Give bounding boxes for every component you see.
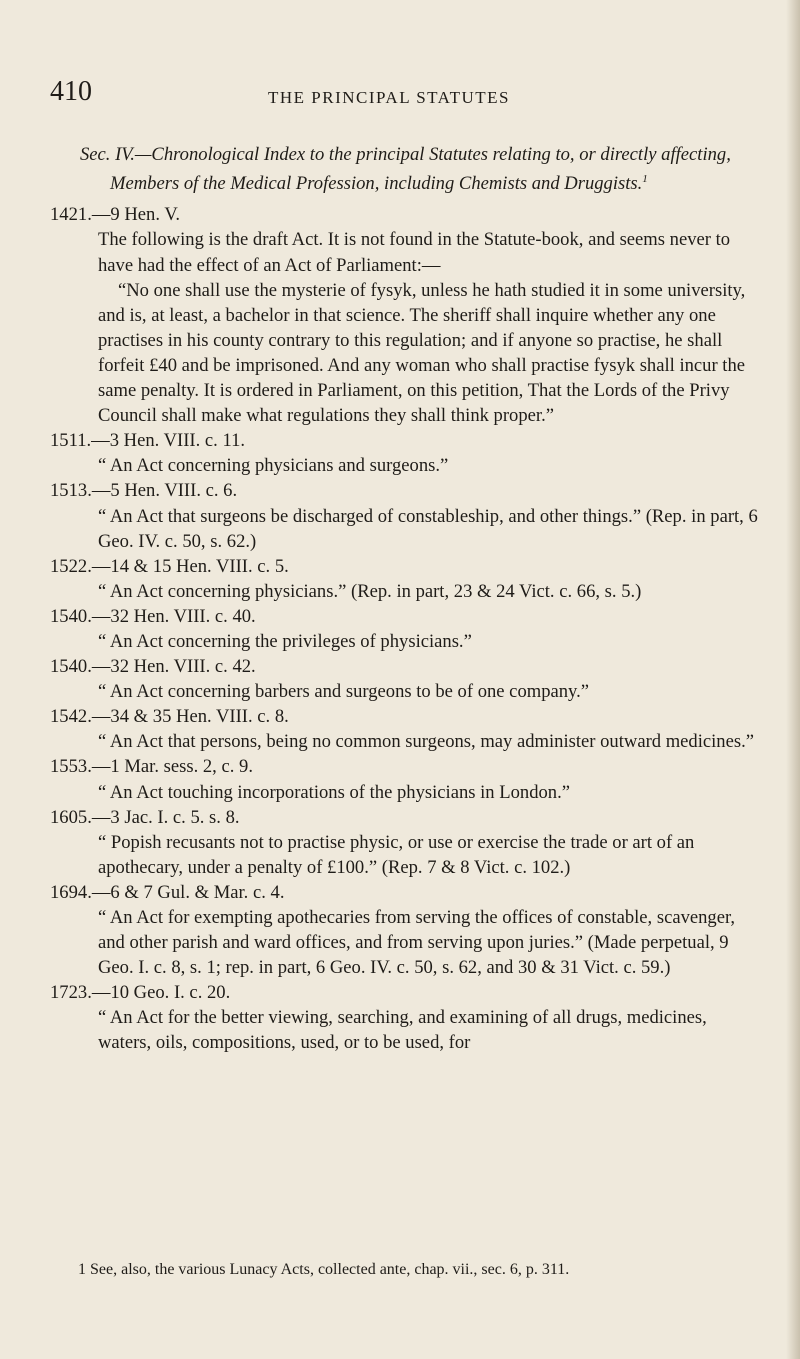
entry-text (98, 504, 760, 554)
running-head: THE PRINCIPAL STATUTES (268, 88, 510, 107)
entry-heading: 1540.—32 Hen. VIII. c. 42. (50, 656, 256, 678)
entry-text (98, 453, 760, 478)
entry-list (50, 202, 760, 1055)
entry-description: “ An Act concerning physicians.” (Rep. in part, 23 & 24 Vict. c. 66, s. 5.) (98, 580, 642, 602)
entry-text (98, 679, 760, 704)
entry-description: “ An Act touching incorporations of the physicians in London.” (98, 781, 570, 803)
entry-text (98, 629, 760, 654)
entry-text (98, 579, 760, 604)
entry-heading: 1522.—14 & 15 Hen. VIII. c. 5. (50, 555, 289, 577)
entry-text (98, 729, 760, 754)
entry-text (98, 905, 760, 980)
entry-text (98, 780, 760, 805)
entry-heading: 1553.—1 Mar. sess. 2, c. 9. (50, 756, 253, 778)
section-heading: Sec. IV.—Chronological Index to the principal Statutes relating to, or directly affecting, Members of the Medical Profession, including Chemists and Druggists.$^1$ (80, 144, 731, 195)
entry-heading: 1511.—3 Hen. VIII. c. 11. (50, 430, 246, 452)
entry-description: “ An Act concerning the privileges of physicians.” (98, 630, 472, 652)
entry-text (98, 227, 760, 428)
entry-description: “ An Act for exempting apothecaries from serving the offices of constable, scavenger, and other parish and ward offices, and from serving upon juries.” (Made perpetual, 9 Geo. I. c. 8, s. 1; rep. in part, 6 Geo. IV. c. 50, s. 62, and 30 & 31 Vict. c. 59.) (98, 907, 736, 979)
page-number: 410 (50, 76, 92, 107)
entry-heading: 1723.—10 Geo. I. c. 20. (50, 982, 231, 1004)
entry-description: The following is the draft Act. It is not found in the Statute-book, and seems never to have had the effect of an Act of Parliament:— (98, 229, 731, 276)
entry-description: “ An Act for the better viewing, searching, and examining of all drugs, medicines, waters, oils, compositions, used, or to be used, for (98, 1007, 707, 1054)
page-edge-shadow (786, 0, 800, 1359)
footnote: 1 See, also, the various Lunacy Acts, collected ante, chap. vii., sec. 6, p. 311. (78, 1261, 570, 1278)
entry-heading: 1513.—5 Hen. VIII. c. 6. (50, 480, 238, 502)
entry-heading: 1421.—9 Hen. V. (50, 204, 180, 226)
entry-description: “ An Act concerning barbers and surgeons to be of one company.” (98, 681, 590, 703)
entry-heading: 1605.—3 Jac. I. c. 5. s. 8. (50, 806, 240, 828)
entry-quote: “No one shall use the mysterie of fysyk, unless he hath studied it in some university, and is, at least, a bachelor in that science. The sheriff shall inquire whether any one practises in his county contrary to this regulation; and if anyone so practise, he shall forfeit £40 and be imprisoned. And any woman who shall practise fysyk shall incur the same penalty. It is ordered in Parliament, on this petition, That the Lords of the Privy Council shall make what regulations they shall think proper.” (98, 279, 746, 427)
entry-heading: 1540.—32 Hen. VIII. c. 40. (50, 605, 256, 627)
footnote-ref: 1 (642, 173, 648, 186)
entry-description: “ Popish recusants not to practise physic, or use or exercise the trade or art of an apothecary, under a penalty of £100.” (Rep. 7 & 8 Vict. c. 102.) (98, 831, 695, 878)
entry-heading: 1694.—6 & 7 Gul. & Mar. c. 4. (50, 881, 285, 903)
entry-description: “ An Act concerning physicians and surgeons.” (98, 455, 449, 477)
entry-text (98, 830, 760, 880)
entry-heading: 1542.—34 & 35 Hen. VIII. c. 8. (50, 706, 289, 728)
entry-description: “ An Act that persons, being no common surgeons, may administer outward medicines.” (98, 731, 754, 753)
entry-description: “ An Act that surgeons be discharged of constableship, and other things.” (Rep. in part, 6 Geo. IV. c. 50, s. 62.) (98, 505, 758, 552)
entry-text (98, 1005, 760, 1055)
body-text (50, 142, 760, 1056)
